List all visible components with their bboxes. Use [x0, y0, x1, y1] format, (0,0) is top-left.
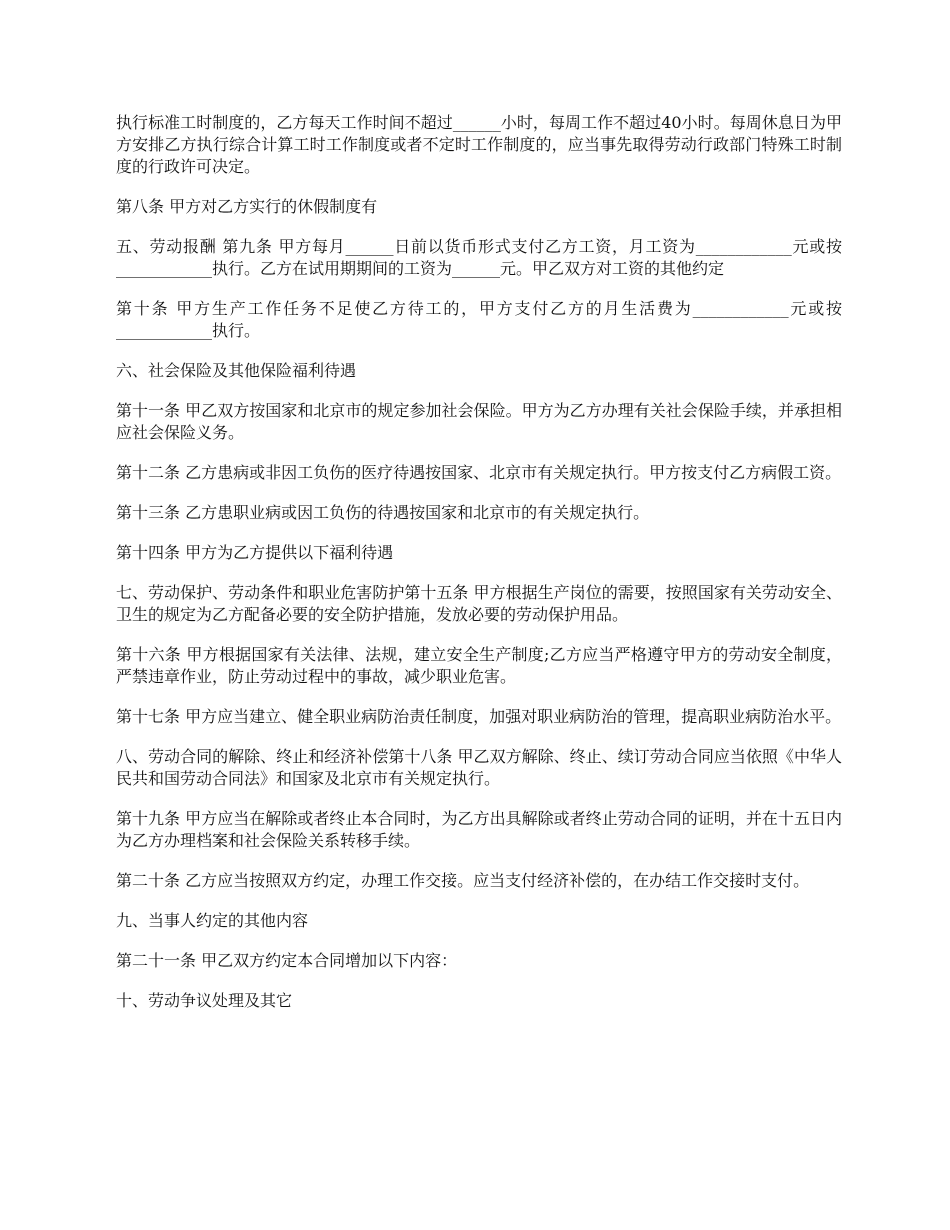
paragraph-article-14: 第十四条 甲方为乙方提供以下福利待遇: [116, 543, 394, 562]
paragraph-article-9: 五、劳动报酬 第九条 甲方每月______日前以货币形式支付乙方工资，月工资为____________元或按____________执行。乙方在试用期期间的工资为______元。甲乙双方对工资的其他约定: [116, 237, 842, 278]
section-heading-6: 六、社会保险及其他保险福利待遇: [116, 361, 357, 380]
paragraph-article-13: 第十三条 乙方患职业病或因工负伤的待遇按国家和北京市的有关规定执行。: [116, 503, 650, 522]
paragraph-article-15: 七、劳动保护、劳动条件和职业危害防护第十五条 甲方根据生产岗位的需要，按照国家有关劳动安全、卫生的规定为乙方配备必要的安全防护措施，发放必要的劳动保护用品。: [116, 583, 842, 624]
paragraph-article-19: 第十九条 甲方应当在解除或者终止本合同时，为乙方出具解除或者终止劳动合同的证明，并在十五日内为乙方办理档案和社会保险关系转移手续。: [116, 809, 842, 850]
paragraph-article-10: 第十条 甲方生产工作任务不足使乙方待工的，甲方支付乙方的月生活费为____________元或按____________执行。: [116, 299, 842, 340]
paragraph-working-hours: 执行标准工时制度的，乙方每天工作时间不超过______小时，每周工作不超过40小时。每周休息日为甲方安排乙方执行综合计算工时工作制度或者不定时工作制度的，应当事先取得劳动行政部门特殊工时制度的行政许可决定。: [116, 113, 842, 176]
paragraph-article-18: 八、劳动合同的解除、终止和经济补偿第十八条 甲乙双方解除、终止、续订劳动合同应当依照《中华人民共和国劳动合同法》和国家及北京市有关规定执行。: [116, 747, 842, 788]
section-heading-10: 十、劳动争议处理及其它: [116, 991, 293, 1010]
paragraph-article-16: 第十六条 甲方根据国家有关法律、法规，建立安全生产制度;乙方应当严格遵守甲方的劳动安全制度，严禁违章作业，防止劳动过程中的事故，减少职业危害。: [116, 645, 842, 686]
paragraph-article-12: 第十二条 乙方患病或非因工负伤的医疗待遇按国家、北京市有关规定执行。甲方按支付乙方病假工资。: [116, 463, 842, 482]
paragraph-article-21: 第二十一条 甲乙双方约定本合同增加以下内容：: [116, 951, 458, 970]
section-heading-9: 九、当事人约定的其他内容: [116, 911, 309, 930]
paragraph-article-11: 第十一条 甲乙双方按国家和北京市的规定参加社会保险。甲方为乙方办理有关社会保险手续，并承担相应社会保险义务。: [116, 401, 842, 442]
paragraph-article-17: 第十七条 甲方应当建立、健全职业病防治责任制度，加强对职业病防治的管理，提高职业病防治水平。: [116, 707, 842, 726]
paragraph-article-20: 第二十条 乙方应当按照双方约定，办理工作交接。应当支付经济补偿的，在办结工作交接时支付。: [116, 871, 810, 890]
paragraph-article-8: 第八条 甲方对乙方实行的休假制度有: [116, 197, 378, 216]
